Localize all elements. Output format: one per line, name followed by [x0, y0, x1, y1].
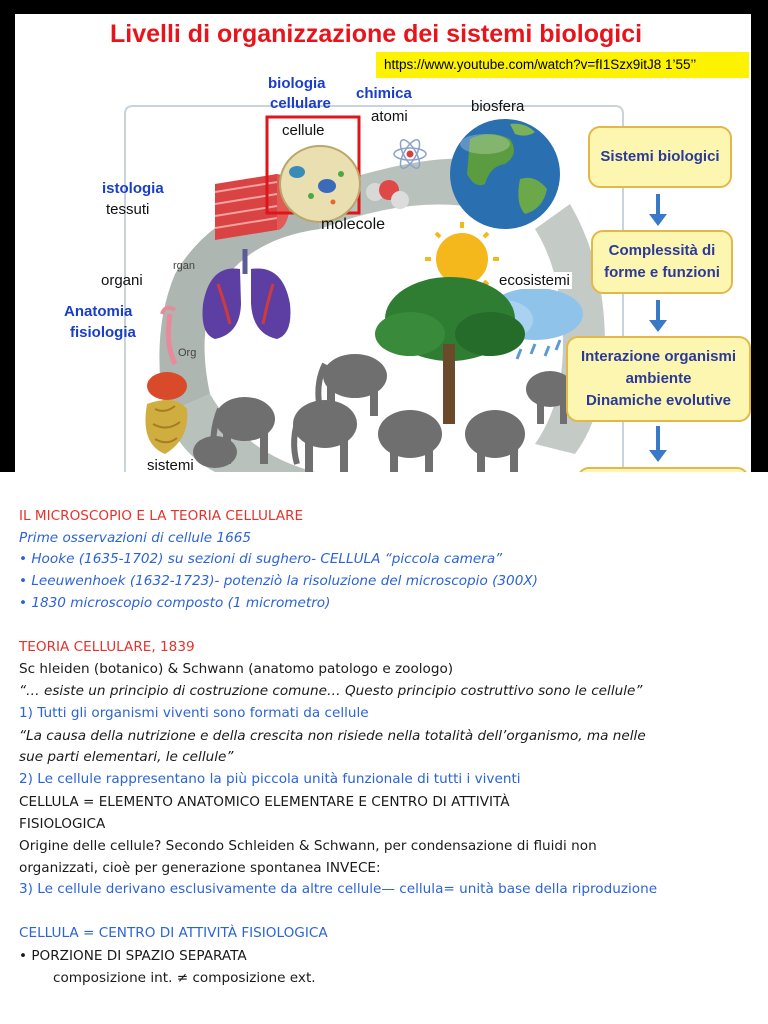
elephant-shape	[293, 400, 357, 472]
notes-text: organizzati, cioè per generazione spontanea INVECE:	[19, 860, 381, 876]
slide	[15, 14, 751, 472]
notes-heading-teoria: TEORIA CELLULARE, 1839	[19, 639, 195, 655]
notes-bullet-hooke: • Hooke (1635-1702) su sezioni di sughero- CELLULA “piccola camera”	[19, 551, 503, 567]
notes-quote: “La causa della nutrizione e della crescita non risiede nella totalità dell’organismo, ma nelle	[19, 728, 646, 744]
notes-bullet-leeuwenhoek: • Leeuwenhoek (1632-1723)- potenziò la risoluzione del microscopio (300X)	[19, 573, 538, 589]
label-ecosistemi: ecosistemi	[499, 272, 570, 289]
label-tessuti: tessuti	[106, 201, 150, 218]
notes-point-2: 2) Le cellule rappresentano la più piccola unità funzionale di tutti i viventi	[19, 771, 521, 787]
handwritten-notes	[0, 472, 768, 1024]
flow-box-line: Sistemi biologici	[600, 148, 720, 165]
label-cellulare: cellulare	[270, 95, 331, 112]
label-istologia: istologia	[102, 180, 164, 197]
slide-title: Livelli di organizzazione dei sistemi biologici	[110, 20, 643, 48]
notes-heading-microscopio: IL MICROSCOPIO E LA TEORIA CELLULARE	[19, 508, 304, 524]
flow-box-sistemi-biologici	[588, 126, 732, 188]
notes-point-3: 3) Le cellule derivano esclusivamente da altre cellule— cellula= unità base della riproduzione	[19, 881, 658, 897]
flow-box-interazione	[566, 336, 751, 422]
notes-text: Sc hleiden (botanico) & Schwann (anatomo patologo e zoologo)	[19, 661, 454, 677]
flow-box-line: ambiente	[625, 370, 692, 387]
notes-text: CELLULA = ELEMENTO ANATOMICO ELEMENTARE E CENTRO DI ATTIVITÀ	[19, 794, 510, 810]
label-anatomia: Anatomia	[64, 303, 133, 320]
notes-text: composizione int. ≠ composizione ext.	[53, 970, 316, 986]
label-chimica: chimica	[356, 85, 412, 102]
video-url[interactable]: https://www.youtube.com/watch?v=fI1Szx9itJ8 1’55’’	[376, 52, 749, 78]
elephant-shape	[193, 436, 237, 468]
notes-point-1: 1) Tutti gli organismi viventi sono formati da cellule	[19, 705, 369, 721]
flow-box-line: Interazione organismi	[580, 348, 737, 365]
label-biologia: biologia	[268, 75, 326, 92]
notes-bullet: • PORZIONE DI SPAZIO SEPARATA	[19, 948, 247, 964]
elephant-shape	[465, 410, 525, 472]
flow-box-line: forme e funzioni	[604, 264, 720, 281]
label-org-fragment: Org	[178, 347, 197, 359]
cell-image	[280, 146, 360, 222]
notes-text: Origine delle cellule? Secondo Schleiden & Schwann, per condensazione di fluidi non	[19, 838, 597, 854]
label-biosfera: biosfera	[471, 98, 525, 115]
flow-box-line: Dinamiche evolutive	[585, 392, 732, 409]
label-fisiologia: fisiologia	[70, 324, 136, 341]
flow-box-line: Complessità di	[608, 242, 716, 259]
tree-icon	[375, 277, 525, 424]
slide-frame	[0, 0, 768, 472]
label-organi: organi	[101, 272, 143, 289]
notes-quote: sue parti elementari, le cellule”	[19, 749, 234, 765]
label-cellule: cellule	[282, 122, 325, 139]
elephant-shape	[378, 410, 442, 472]
flow-box-complessita	[591, 230, 733, 294]
notes-bullet-microscopio: • 1830 microscopio composto (1 micrometro)	[19, 595, 331, 611]
label-organ-fragment: rgan	[173, 260, 196, 272]
notes-heading-cellula: CELLULA = CENTRO DI ATTIVITÀ FISIOLOGICA	[19, 925, 328, 941]
notes-subheading: Prime osservazioni di cellule 1665	[19, 530, 252, 546]
notes-text: FISIOLOGICA	[19, 816, 106, 832]
notes-quote: “… esiste un principio di costruzione comune… Questo principio costruttivo sono le cellule”	[19, 683, 643, 699]
label-molecole: molecole	[321, 216, 386, 233]
label-sistemi: sistemi	[147, 457, 194, 472]
label-atomi: atomi	[371, 108, 408, 125]
globe-icon	[450, 119, 560, 229]
